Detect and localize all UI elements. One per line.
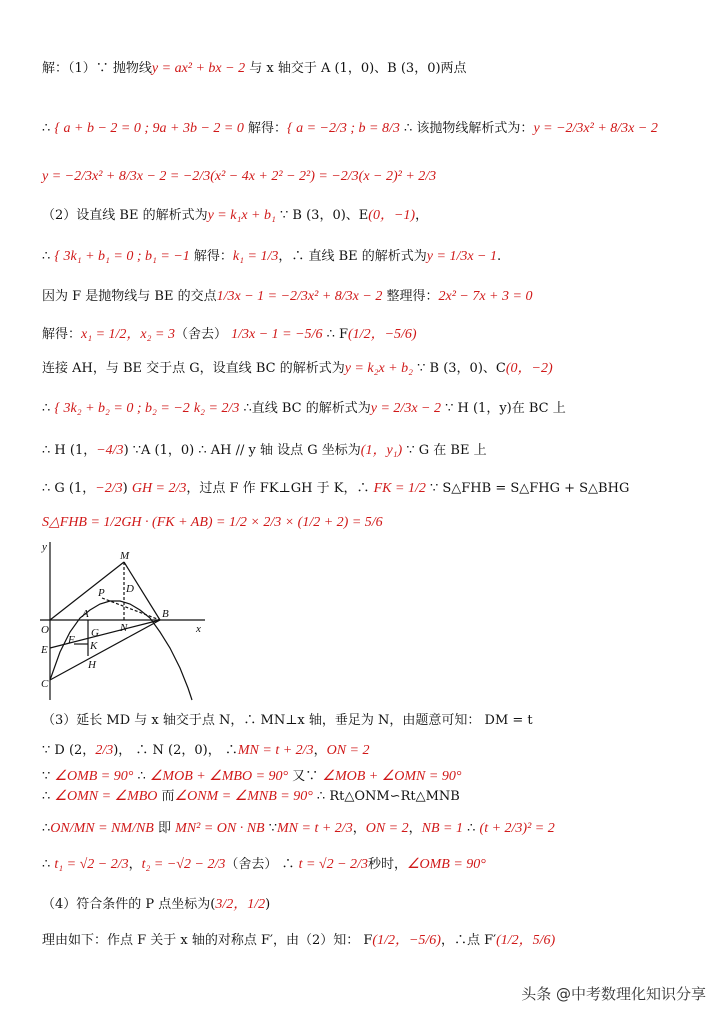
text: ，: [352, 821, 366, 836]
label-N: N: [120, 622, 128, 634]
formula: t₂ = −√2 − 2/3: [141, 857, 226, 872]
label-M: M: [120, 550, 130, 562]
solution-line: [42, 742, 369, 760]
label-F: F: [68, 634, 75, 646]
formula: (1，y₁): [360, 443, 403, 458]
formula: ON = 2: [326, 743, 370, 758]
text: ∴: [462, 821, 480, 836]
label-x: x: [196, 623, 201, 635]
formula: { 3k₂ + b₂ = 0 ; b₂ = −2: [54, 401, 190, 416]
label-A: A: [82, 608, 89, 620]
text: 即: [153, 821, 176, 836]
solution-line: [42, 360, 553, 378]
text: ∴: [42, 821, 51, 836]
solution-line: [42, 326, 417, 344]
text: ，: [408, 821, 422, 836]
formula: { a = −2/3 ; b = 8/3: [287, 121, 400, 136]
formula: ∠MOB + ∠OMN = 90°: [322, 769, 462, 784]
text: 整理得：: [382, 289, 439, 304]
text: ∴直线 BC 的解析式为: [239, 401, 371, 416]
formula: y = k₂x + b₂: [344, 361, 413, 376]
text: ) ∵A (1，0) ∴ AH // y 轴 设点 G 坐标为: [123, 443, 361, 458]
label-C: C: [41, 678, 49, 690]
text: 解得：: [189, 249, 233, 264]
formula: x₁ = 1/2，x₂ = 3: [81, 327, 175, 342]
formula: y = 2/3x − 2: [370, 401, 441, 416]
formula: FK = 1/2: [373, 481, 426, 496]
text: ，过点 F 作 FK⊥GH 于 K，∴: [186, 481, 374, 496]
text: 连接 AH，与 BE 交于点 G，设直线 BC 的解析式为: [42, 361, 345, 376]
label-B: B: [162, 608, 169, 620]
text: ∴ 该抛物线解析式为：: [399, 121, 534, 136]
line-BC: [50, 620, 160, 680]
label-H: H: [88, 659, 96, 671]
label-y: y: [42, 541, 47, 553]
formula: −4/3: [96, 443, 124, 458]
formula: NB = 1: [421, 821, 463, 836]
formula: 3/2，1/2: [215, 897, 266, 912]
text: ∵: [264, 821, 278, 836]
text: ∴ Rt△ONM∽Rt△MNB: [312, 789, 460, 804]
solution-line: [42, 60, 467, 78]
formula: (0，−1): [368, 208, 416, 223]
text: ∵ D (2，: [42, 743, 96, 758]
text: 理由如下：作点 F 关于 x 轴的对称点 F′，由（2）知： F: [42, 933, 373, 948]
solution-line: [42, 896, 270, 914]
formula: (1/2，−5/6): [348, 327, 417, 342]
text: 秒时，: [367, 857, 407, 872]
formula: (0，−2): [505, 361, 553, 376]
text: 因为 F 是抛物线与 BE 的交点: [42, 289, 217, 304]
formula: MN² = ON · NB: [175, 821, 265, 836]
formula: ∠OMN = ∠MBO: [54, 789, 158, 804]
solution-line: [42, 288, 532, 306]
label-E: E: [41, 644, 48, 656]
text: （舍去） ∴: [225, 857, 299, 872]
text: ∵ B (3，0)、C: [412, 361, 506, 376]
text: ∵ S△FHB = S△FHG + S△BHG: [425, 481, 630, 496]
formula: t₁ = √2 − 2/3: [54, 857, 129, 872]
solution-line: [42, 932, 555, 950]
text: ，: [415, 208, 429, 223]
text: 解得：: [243, 121, 287, 136]
text: ，∴点 F′: [440, 933, 497, 948]
geometry-figure: [40, 540, 210, 705]
label-P: P: [98, 587, 105, 599]
formula: k₁ = 1/3: [232, 249, 279, 264]
text: （4）符合条件的 P 点坐标为(: [42, 897, 216, 912]
text: ): [265, 897, 271, 912]
text: ，∴ 直线 BE 的解析式为: [278, 249, 427, 264]
formula: GH = 2/3: [131, 481, 187, 496]
formula: y = ax² + bx − 2: [151, 61, 246, 76]
formula: ∠MOB + ∠MBO = 90°: [149, 769, 289, 784]
solution-line: [42, 856, 486, 874]
text: ∴: [42, 789, 55, 804]
formula: 2/3: [95, 743, 114, 758]
text: ): [122, 481, 132, 496]
formula: 1/3x − 1 = −5/6: [231, 327, 323, 342]
text: ，: [128, 857, 142, 872]
solution-line: [42, 120, 658, 138]
text: 与 x 轴交于 A (1，0)、B (3，0)两点: [245, 61, 467, 76]
formula: ∠OMB = 90°: [54, 769, 134, 784]
formula: 2x² − 7x + 3 = 0: [438, 289, 533, 304]
solution-line: [42, 712, 533, 730]
solution-line: [42, 168, 436, 186]
text: （2）设直线 BE 的解析式为: [42, 208, 208, 223]
solution-line: [42, 480, 629, 498]
formula: y = 1/3x − 1: [426, 249, 498, 264]
formula: (t + 2/3)² = 2: [479, 821, 555, 836]
text: （舍去）: [174, 327, 232, 342]
text: ∵ B (3，0)、E: [275, 208, 369, 223]
text: ∴ G (1，: [42, 481, 96, 496]
solution-line: [42, 442, 487, 460]
label-O: O: [41, 624, 49, 636]
text: 解得：: [42, 327, 82, 342]
formula: S△FHB = 1/2GH · (FK + AB) = 1/2 × 2/3 × (1/2 + 2) = 5/6: [42, 515, 383, 530]
text: （3）延长 MD 与 x 轴交于点 N，∴ MN⊥x 轴，垂足为 N，由题意可知： DM = t: [42, 713, 533, 728]
label-G: G: [91, 627, 99, 639]
text: )， ∴ N (2，0)， ∴: [113, 743, 238, 758]
solution-line: [42, 514, 383, 532]
text: ∴: [42, 249, 55, 264]
text: 解：（1）∵ 抛物线: [42, 61, 152, 76]
text: 又∵: [288, 769, 323, 784]
text: ∴ H (1，: [42, 443, 97, 458]
solution-line: [42, 820, 555, 838]
formula: MN = t + 2/3: [277, 821, 353, 836]
formula: y = k₁x + b₁: [207, 208, 276, 223]
solution-line: [42, 207, 428, 225]
formula: y = −2/3x² + 8/3x − 2: [533, 121, 658, 136]
text: 而: [157, 789, 175, 804]
text: ∴: [42, 401, 55, 416]
parabola: [50, 601, 192, 700]
formula: y = −2/3x² + 8/3x − 2 = −2/3(x² − 4x + 2² − 2²) = −2/3(x − 2)² + 2/3: [42, 169, 437, 184]
line-BE: [50, 620, 160, 648]
formula: ON/MN = NM/NB: [50, 821, 154, 836]
text: ∴: [133, 769, 150, 784]
text: ∴ F: [322, 327, 349, 342]
solution-line: [42, 400, 566, 418]
formula: ∠OMB = 90°: [406, 857, 486, 872]
formula: { a + b − 2 = 0 ; 9a + 3b − 2 = 0: [54, 121, 244, 136]
formula: t = √2 − 2/3: [298, 857, 368, 872]
text: ∵ H (1，y)在 BC 上: [440, 401, 566, 416]
formula: ON = 2: [365, 821, 409, 836]
solution-line: [42, 248, 501, 266]
text: ，: [313, 743, 327, 758]
formula: k₂ = 2/3: [193, 401, 240, 416]
formula: { 3k₁ + b₁ = 0 ; b₁ = −1: [54, 249, 190, 264]
formula: (1/2，−5/6): [372, 933, 441, 948]
solution-line: [42, 768, 461, 786]
formula: −2/3: [95, 481, 123, 496]
text: ∵: [42, 769, 55, 784]
label-K: K: [90, 640, 98, 652]
formula: ∠ONM = ∠MNB = 90°: [174, 789, 313, 804]
formula: MN = t + 2/3: [237, 743, 314, 758]
formula: (1/2，5/6): [496, 933, 556, 948]
label-D: D: [126, 583, 134, 595]
text: ∴: [42, 857, 55, 872]
text: ∵ G 在 BE 上: [402, 443, 487, 458]
watermark: 头条 @中考数理化知识分享: [521, 985, 706, 1003]
text: .: [497, 249, 502, 264]
text: ∴: [42, 121, 55, 136]
solution-line: [42, 788, 460, 806]
formula: 1/3x − 1 = −2/3x² + 8/3x − 2: [216, 289, 383, 304]
